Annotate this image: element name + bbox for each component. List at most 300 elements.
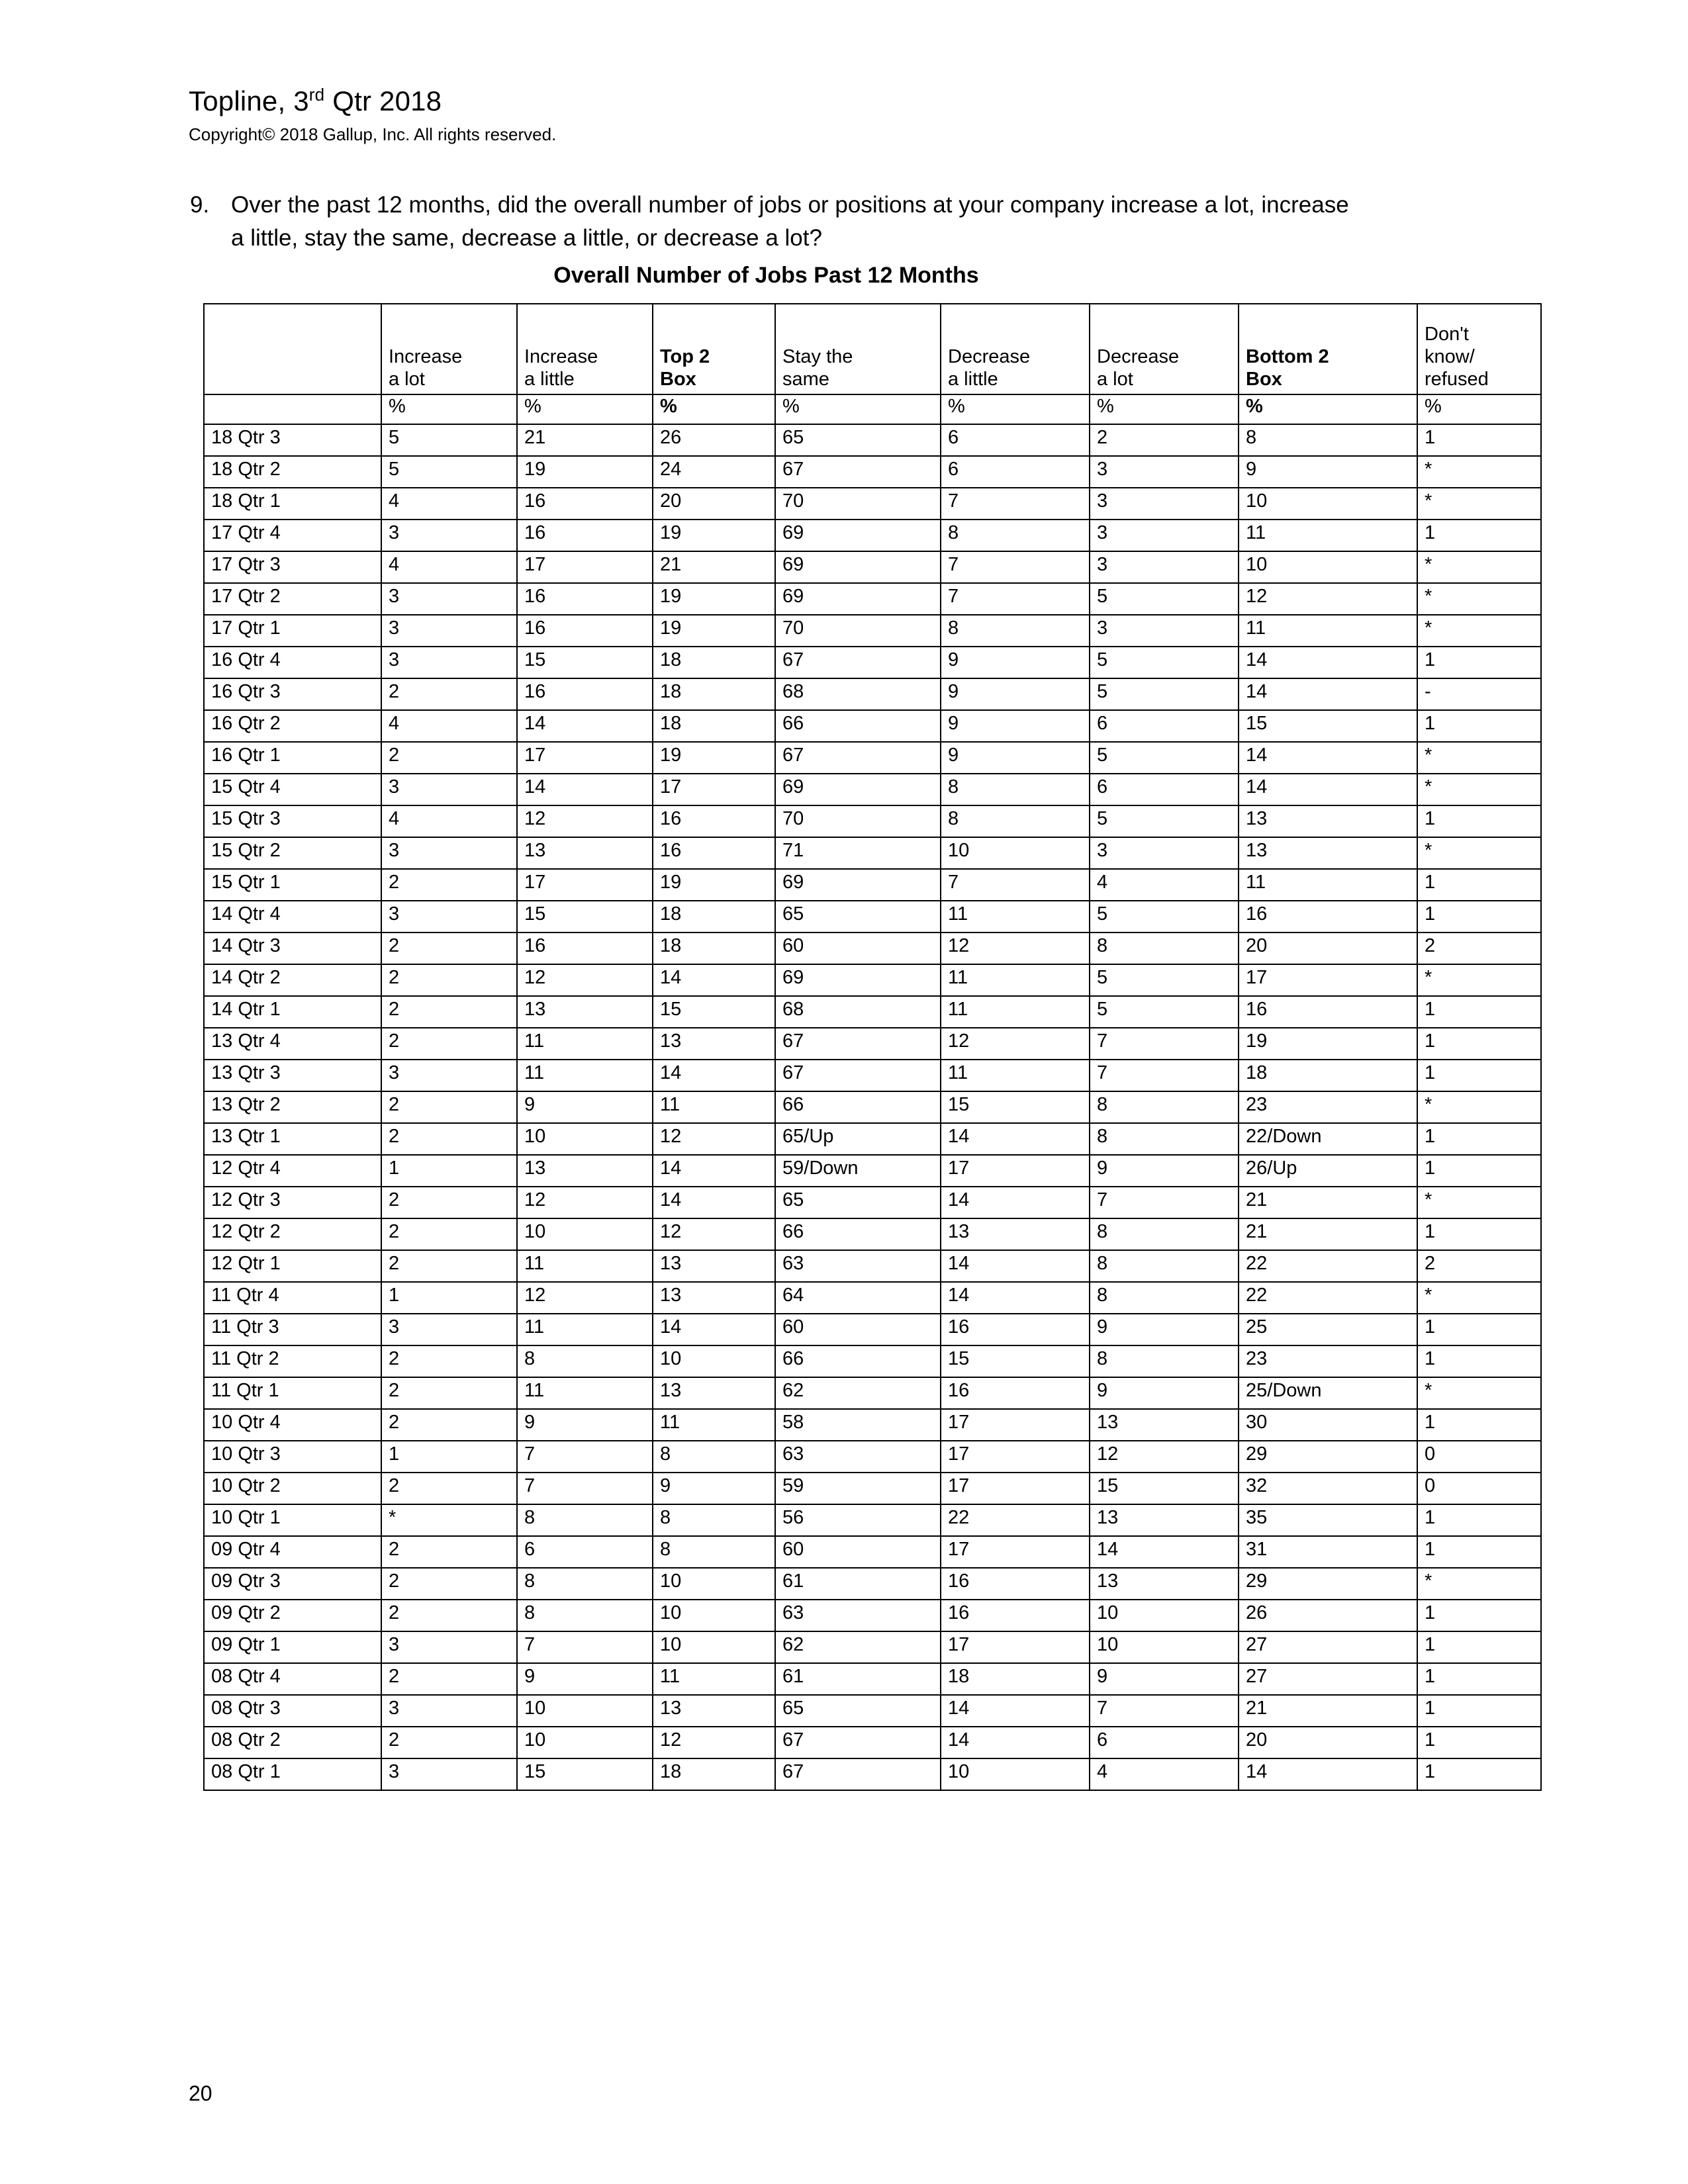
row-value-cell: 2	[381, 1028, 517, 1060]
row-value-cell: 7	[517, 1631, 653, 1663]
table-row	[204, 1282, 1541, 1314]
row-value-cell: *	[1417, 583, 1541, 615]
row-value-cell: 63	[775, 1600, 941, 1631]
row-value-cell: 11	[517, 1377, 653, 1409]
row-value-cell: 16	[941, 1600, 1090, 1631]
row-value-cell: 3	[381, 1695, 517, 1727]
row-period-label: 10 Qtr 3	[204, 1441, 381, 1473]
row-value-cell: *	[1417, 1091, 1541, 1123]
row-value-cell: 19	[1239, 1028, 1417, 1060]
row-value-cell: 1	[1417, 1631, 1541, 1663]
column-header-line: a little	[524, 368, 575, 390]
row-value-cell: 3	[1090, 520, 1239, 551]
row-value-cell: 26	[1239, 1600, 1417, 1631]
row-value-cell: 14	[941, 1187, 1090, 1218]
row-value-cell: 1	[1417, 1695, 1541, 1727]
row-value-cell: 18	[653, 678, 775, 710]
table-row	[204, 1663, 1541, 1695]
row-value-cell: 4	[1090, 1758, 1239, 1790]
row-value-cell: 4	[381, 551, 517, 583]
row-value-cell: 7	[941, 551, 1090, 583]
row-value-cell: 21	[517, 424, 653, 456]
row-period-label: 18 Qtr 1	[204, 488, 381, 520]
column-header-line: know/	[1425, 345, 1475, 367]
table-row	[204, 678, 1541, 710]
row-value-cell: 9	[517, 1663, 653, 1695]
table-row	[204, 615, 1541, 647]
row-value-cell: 68	[775, 678, 941, 710]
row-value-cell: 2	[381, 1568, 517, 1600]
row-value-cell: 1	[1417, 1600, 1541, 1631]
row-value-cell: 16	[517, 488, 653, 520]
row-value-cell: 8	[1090, 933, 1239, 964]
row-value-cell: 10	[517, 1123, 653, 1155]
table-row	[204, 1091, 1541, 1123]
row-value-cell: 17	[517, 869, 653, 901]
row-value-cell: 3	[381, 1060, 517, 1091]
row-value-cell: 12	[941, 933, 1090, 964]
row-value-cell: *	[1417, 488, 1541, 520]
row-value-cell: 11	[653, 1409, 775, 1441]
row-value-cell: 0	[1417, 1441, 1541, 1473]
row-value-cell: 3	[381, 1758, 517, 1790]
row-value-cell: 1	[1417, 1314, 1541, 1345]
table-row	[204, 742, 1541, 774]
row-value-cell: 18	[653, 901, 775, 933]
row-value-cell: 17	[517, 742, 653, 774]
row-value-cell: 3	[1090, 837, 1239, 869]
row-value-cell: 22	[941, 1504, 1090, 1536]
row-value-cell: 14	[653, 1060, 775, 1091]
table-body	[204, 424, 1541, 1790]
row-value-cell: 2	[381, 742, 517, 774]
table-row	[204, 1568, 1541, 1600]
table-row	[204, 1314, 1541, 1345]
row-value-cell: 1	[381, 1155, 517, 1187]
row-value-cell: 11	[941, 964, 1090, 996]
row-value-cell: 17	[941, 1473, 1090, 1504]
column-unit-1: %	[381, 394, 517, 424]
row-value-cell: 7	[1090, 1187, 1239, 1218]
row-period-label: 16 Qtr 2	[204, 710, 381, 742]
table-row	[204, 1758, 1541, 1790]
row-period-label: 12 Qtr 4	[204, 1155, 381, 1187]
row-value-cell: *	[381, 1504, 517, 1536]
row-value-cell: 7	[941, 583, 1090, 615]
table-row	[204, 933, 1541, 964]
row-value-cell: 65	[775, 901, 941, 933]
row-value-cell: 13	[653, 1028, 775, 1060]
row-value-cell: 19	[653, 615, 775, 647]
column-header-3	[653, 304, 775, 394]
row-value-cell: 1	[1417, 1758, 1541, 1790]
row-period-label: 10 Qtr 2	[204, 1473, 381, 1504]
row-value-cell: 16	[941, 1568, 1090, 1600]
row-value-cell: 4	[1090, 869, 1239, 901]
column-header-line: Top 2	[660, 345, 710, 367]
table-row	[204, 1536, 1541, 1568]
row-value-cell: 65	[775, 424, 941, 456]
row-value-cell: 8	[653, 1504, 775, 1536]
row-value-cell: 69	[775, 520, 941, 551]
row-period-label: 13 Qtr 1	[204, 1123, 381, 1155]
row-value-cell: *	[1417, 615, 1541, 647]
row-value-cell: 6	[1090, 1727, 1239, 1758]
row-value-cell: 14	[1090, 1536, 1239, 1568]
row-value-cell: 15	[517, 1758, 653, 1790]
row-value-cell: 2	[381, 1218, 517, 1250]
page-number: 20	[189, 2081, 212, 2105]
row-value-cell: 1	[1417, 1345, 1541, 1377]
column-header-line: a lot	[1097, 368, 1133, 390]
row-period-label: 15 Qtr 4	[204, 774, 381, 805]
row-value-cell: 1	[381, 1282, 517, 1314]
table-row	[204, 1473, 1541, 1504]
row-period-label: 16 Qtr 3	[204, 678, 381, 710]
row-value-cell: 23	[1239, 1091, 1417, 1123]
jobs-data-table	[203, 303, 1542, 1791]
row-value-cell: 1	[1417, 1536, 1541, 1568]
row-value-cell: 15	[941, 1091, 1090, 1123]
row-value-cell: 1	[1417, 1155, 1541, 1187]
table-unit-row	[204, 394, 1541, 424]
row-value-cell: 13	[517, 996, 653, 1028]
row-value-cell: 12	[653, 1123, 775, 1155]
row-value-cell: 9	[517, 1409, 653, 1441]
row-period-label: 17 Qtr 1	[204, 615, 381, 647]
page-title-suffix: Qtr 2018	[324, 85, 442, 116]
row-period-label: 14 Qtr 1	[204, 996, 381, 1028]
row-value-cell: 16	[517, 520, 653, 551]
column-header-line: same	[782, 368, 829, 390]
table-row	[204, 1218, 1541, 1250]
row-value-cell: 14	[653, 1155, 775, 1187]
row-value-cell: 13	[941, 1218, 1090, 1250]
row-value-cell: 13	[517, 837, 653, 869]
row-value-cell: 10	[941, 837, 1090, 869]
row-value-cell: 69	[775, 774, 941, 805]
row-value-cell: 65/Up	[775, 1123, 941, 1155]
row-value-cell: 9	[1090, 1314, 1239, 1345]
row-value-cell: 12	[653, 1727, 775, 1758]
row-value-cell: 1	[1417, 710, 1541, 742]
column-unit-4: %	[775, 394, 941, 424]
row-value-cell: 66	[775, 1345, 941, 1377]
row-value-cell: 22	[1239, 1282, 1417, 1314]
row-value-cell: 6	[941, 456, 1090, 488]
row-value-cell: 2	[381, 1536, 517, 1568]
row-value-cell: 1	[1417, 520, 1541, 551]
row-period-label: 09 Qtr 3	[204, 1568, 381, 1600]
row-value-cell: 7	[1090, 1695, 1239, 1727]
row-value-cell: 19	[653, 742, 775, 774]
row-value-cell: 10	[941, 1758, 1090, 1790]
row-value-cell: 3	[381, 520, 517, 551]
row-value-cell: 9	[1090, 1377, 1239, 1409]
row-period-label: 09 Qtr 1	[204, 1631, 381, 1663]
row-value-cell: 1	[1417, 1727, 1541, 1758]
row-period-label: 10 Qtr 4	[204, 1409, 381, 1441]
row-period-label: 13 Qtr 4	[204, 1028, 381, 1060]
row-value-cell: 14	[1239, 774, 1417, 805]
row-value-cell: 15	[517, 647, 653, 678]
row-value-cell: 11	[941, 1060, 1090, 1091]
row-value-cell: 67	[775, 1060, 941, 1091]
row-value-cell: 17	[941, 1536, 1090, 1568]
row-value-cell: 2	[381, 1123, 517, 1155]
row-value-cell: 11	[1239, 520, 1417, 551]
row-value-cell: 20	[1239, 1727, 1417, 1758]
row-period-label: 11 Qtr 4	[204, 1282, 381, 1314]
row-value-cell: 15	[1090, 1473, 1239, 1504]
row-value-cell: 3	[381, 647, 517, 678]
row-value-cell: 6	[517, 1536, 653, 1568]
row-value-cell: 2	[381, 964, 517, 996]
row-period-label: 14 Qtr 2	[204, 964, 381, 996]
column-header-line: Box	[660, 368, 696, 390]
row-period-label: 09 Qtr 2	[204, 1600, 381, 1631]
row-value-cell: 9	[941, 710, 1090, 742]
table-row	[204, 1123, 1541, 1155]
row-value-cell: 9	[653, 1473, 775, 1504]
row-value-cell: 69	[775, 583, 941, 615]
row-value-cell: 8	[1239, 424, 1417, 456]
row-value-cell: 10	[517, 1695, 653, 1727]
row-value-cell: 63	[775, 1250, 941, 1282]
row-value-cell: 14	[941, 1695, 1090, 1727]
row-value-cell: 5	[1090, 647, 1239, 678]
row-value-cell: 11	[941, 901, 1090, 933]
row-value-cell: 16	[517, 678, 653, 710]
row-value-cell: 7	[517, 1473, 653, 1504]
row-value-cell: 69	[775, 551, 941, 583]
row-value-cell: 5	[1090, 805, 1239, 837]
table-row	[204, 774, 1541, 805]
row-period-label: 15 Qtr 2	[204, 837, 381, 869]
row-value-cell: 6	[1090, 774, 1239, 805]
row-value-cell: 7	[517, 1441, 653, 1473]
column-header-line: refused	[1425, 368, 1489, 390]
row-value-cell: 10	[517, 1218, 653, 1250]
row-value-cell: 17	[941, 1409, 1090, 1441]
question-text: Over the past 12 months, did the overall number of jobs or positions at your company increase a lot, increase a little, stay the same, decrease a little, or decrease a lot?	[231, 192, 1349, 251]
row-value-cell: 69	[775, 869, 941, 901]
row-value-cell: 2	[381, 1409, 517, 1441]
column-header-6	[1090, 304, 1239, 394]
row-value-cell: 4	[381, 488, 517, 520]
row-value-cell: 66	[775, 1091, 941, 1123]
table-row	[204, 583, 1541, 615]
row-value-cell: 16	[517, 583, 653, 615]
row-value-cell: 14	[517, 774, 653, 805]
row-value-cell: 2	[381, 1663, 517, 1695]
row-value-cell: 62	[775, 1631, 941, 1663]
table-header-row	[204, 304, 1541, 394]
row-value-cell: 24	[653, 456, 775, 488]
row-value-cell: 27	[1239, 1631, 1417, 1663]
row-value-cell: 64	[775, 1282, 941, 1314]
row-value-cell: -	[1417, 678, 1541, 710]
row-value-cell: 3	[381, 837, 517, 869]
row-value-cell: 56	[775, 1504, 941, 1536]
row-value-cell: 3	[381, 901, 517, 933]
row-value-cell: 60	[775, 1536, 941, 1568]
row-value-cell: 1	[1417, 1218, 1541, 1250]
row-value-cell: 13	[653, 1695, 775, 1727]
question-block	[189, 189, 1529, 254]
table-row	[204, 901, 1541, 933]
row-period-label: 09 Qtr 4	[204, 1536, 381, 1568]
row-value-cell: 14	[653, 1314, 775, 1345]
table-row	[204, 1345, 1541, 1377]
row-value-cell: 14	[653, 1187, 775, 1218]
row-period-label: 08 Qtr 4	[204, 1663, 381, 1695]
row-value-cell: 1	[1417, 1060, 1541, 1091]
row-value-cell: 6	[941, 424, 1090, 456]
row-value-cell: 11	[517, 1250, 653, 1282]
column-header-5	[941, 304, 1090, 394]
row-value-cell: 25	[1239, 1314, 1417, 1345]
row-period-label: 17 Qtr 4	[204, 520, 381, 551]
row-value-cell: 8	[941, 774, 1090, 805]
row-value-cell: 13	[1090, 1409, 1239, 1441]
row-value-cell: 8	[1090, 1250, 1239, 1282]
question-number: 9.	[190, 192, 210, 218]
row-value-cell: 14	[941, 1727, 1090, 1758]
row-period-label: 16 Qtr 4	[204, 647, 381, 678]
row-value-cell: 15	[941, 1345, 1090, 1377]
row-value-cell: 27	[1239, 1663, 1417, 1695]
row-value-cell: 2	[381, 869, 517, 901]
row-value-cell: 14	[517, 710, 653, 742]
row-value-cell: 14	[941, 1282, 1090, 1314]
row-value-cell: 1	[1417, 647, 1541, 678]
table-row	[204, 1155, 1541, 1187]
row-value-cell: 7	[941, 488, 1090, 520]
row-value-cell: 8	[1090, 1345, 1239, 1377]
table-row	[204, 869, 1541, 901]
row-value-cell: 18	[941, 1663, 1090, 1695]
row-value-cell: 71	[775, 837, 941, 869]
row-value-cell: 10	[1239, 551, 1417, 583]
page-title	[189, 86, 1529, 116]
row-value-cell: 8	[941, 615, 1090, 647]
row-value-cell: 5	[1090, 583, 1239, 615]
row-value-cell: 29	[1239, 1441, 1417, 1473]
row-value-cell: 16	[653, 837, 775, 869]
row-value-cell: 3	[381, 583, 517, 615]
table-row	[204, 837, 1541, 869]
row-value-cell: 1	[1417, 1028, 1541, 1060]
row-value-cell: 30	[1239, 1409, 1417, 1441]
table-row	[204, 647, 1541, 678]
row-value-cell: 32	[1239, 1473, 1417, 1504]
row-value-cell: 9	[941, 647, 1090, 678]
row-value-cell: 2	[381, 1187, 517, 1218]
row-value-cell: 2	[381, 1091, 517, 1123]
row-value-cell: 14	[1239, 742, 1417, 774]
row-value-cell: 15	[1239, 710, 1417, 742]
table-row	[204, 1600, 1541, 1631]
column-header-8	[1417, 304, 1541, 394]
row-value-cell: 65	[775, 1695, 941, 1727]
row-value-cell: 13	[1239, 805, 1417, 837]
row-value-cell: 70	[775, 805, 941, 837]
row-value-cell: 12	[941, 1028, 1090, 1060]
row-value-cell: 3	[1090, 456, 1239, 488]
row-value-cell: 5	[1090, 678, 1239, 710]
row-value-cell: 26	[653, 424, 775, 456]
row-value-cell: 70	[775, 615, 941, 647]
row-value-cell: *	[1417, 1282, 1541, 1314]
row-value-cell: 8	[1090, 1123, 1239, 1155]
row-value-cell: *	[1417, 742, 1541, 774]
row-value-cell: 15	[653, 996, 775, 1028]
column-unit-3: %	[653, 394, 775, 424]
row-value-cell: 21	[1239, 1187, 1417, 1218]
table-row	[204, 1631, 1541, 1663]
row-value-cell: 2	[381, 1727, 517, 1758]
row-value-cell: 14	[1239, 678, 1417, 710]
row-value-cell: 18	[653, 1758, 775, 1790]
row-value-cell: 3	[381, 774, 517, 805]
row-value-cell: 35	[1239, 1504, 1417, 1536]
row-period-label: 15 Qtr 3	[204, 805, 381, 837]
row-value-cell: 12	[1090, 1441, 1239, 1473]
row-period-label: 12 Qtr 2	[204, 1218, 381, 1250]
row-value-cell: 26/Up	[1239, 1155, 1417, 1187]
row-value-cell: 63	[775, 1441, 941, 1473]
row-value-cell: 67	[775, 456, 941, 488]
table-row	[204, 710, 1541, 742]
row-value-cell: 14	[653, 964, 775, 996]
row-value-cell: 1	[1417, 1504, 1541, 1536]
row-value-cell: 4	[381, 805, 517, 837]
row-value-cell: *	[1417, 551, 1541, 583]
row-value-cell: 61	[775, 1568, 941, 1600]
row-value-cell: 11	[517, 1060, 653, 1091]
row-value-cell: *	[1417, 1187, 1541, 1218]
row-value-cell: 18	[653, 647, 775, 678]
row-value-cell: 11	[941, 996, 1090, 1028]
row-period-label: 11 Qtr 3	[204, 1314, 381, 1345]
row-value-cell: *	[1417, 774, 1541, 805]
row-value-cell: 67	[775, 1758, 941, 1790]
row-value-cell: 58	[775, 1409, 941, 1441]
column-header-2	[517, 304, 653, 394]
row-value-cell: 21	[653, 551, 775, 583]
row-value-cell: 17	[517, 551, 653, 583]
row-value-cell: 8	[1090, 1282, 1239, 1314]
column-unit-8: %	[1417, 394, 1541, 424]
row-period-label: 08 Qtr 3	[204, 1695, 381, 1727]
row-value-cell: 13	[653, 1282, 775, 1314]
row-value-cell: 1	[1417, 424, 1541, 456]
row-value-cell: 17	[1239, 964, 1417, 996]
row-value-cell: 3	[381, 1631, 517, 1663]
table-row	[204, 488, 1541, 520]
row-value-cell: 8	[517, 1345, 653, 1377]
row-value-cell: 2	[1417, 1250, 1541, 1282]
row-value-cell: 8	[653, 1536, 775, 1568]
row-value-cell: *	[1417, 837, 1541, 869]
row-value-cell: 7	[1090, 1028, 1239, 1060]
row-value-cell: 20	[653, 488, 775, 520]
row-value-cell: 14	[1239, 647, 1417, 678]
row-period-label: 11 Qtr 2	[204, 1345, 381, 1377]
row-value-cell: 19	[653, 869, 775, 901]
row-value-cell: 21	[1239, 1695, 1417, 1727]
